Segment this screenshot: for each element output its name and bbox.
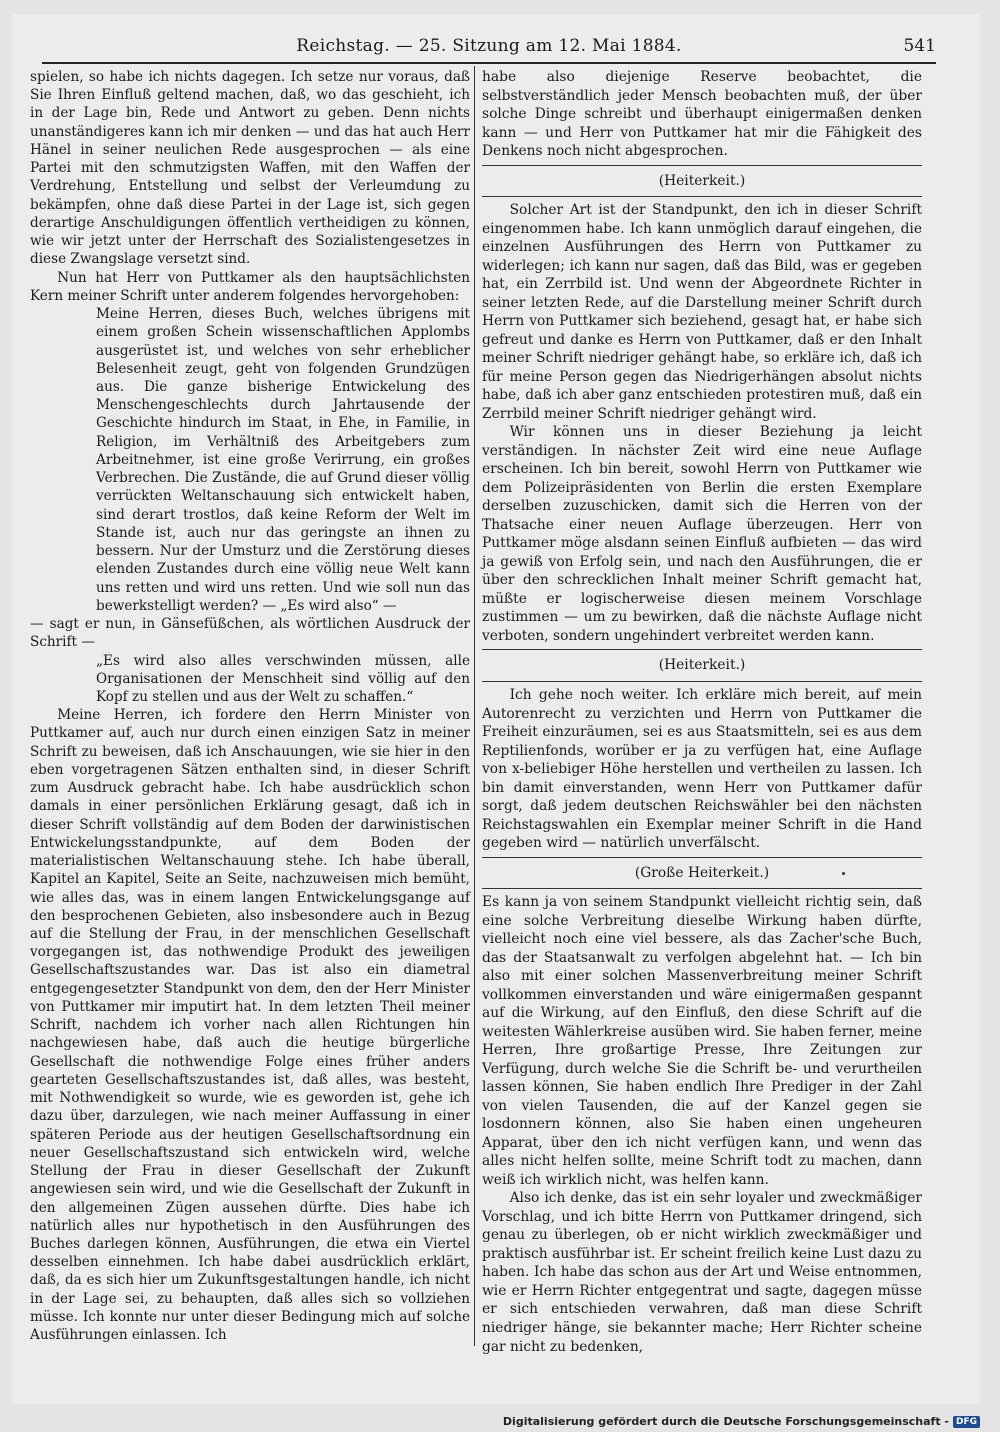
- dfg-logo-icon: DFG: [953, 1416, 980, 1428]
- header-rule: [42, 62, 936, 64]
- paragraph: Ich gehe noch weiter. Ich erkläre mich bereit, auf mein Autorenrecht zu verzichten und Herrn von Puttkamer die Freiheit einzuräumen, sei es aus Staatsmitteln, sei es aus dem Reptilienfonds, worüber er ja zu verfügen hat, eine Auflage von x-beliebiger Höhe herstellen und vertheilen zu lassen. Ich bin damit einverstanden, wenn Herr von Puttkamer dafür sorgt, daß jedem deutschen Reichswähler bei den nächsten Reichstagswahlen ein Exemplar meiner Schrift in die Hand gegeben wird — natürlich unverfälscht.: [482, 686, 922, 852]
- paragraph: spielen, so habe ich nichts dagegen. Ich setze nur voraus, daß Sie Ihren Einfluß geltend machen, daß, wo das geschieht, ich in der Lage bin, Rede und Antwort zu geben. Denn nichts unanständigeres kann ich mir denken — und das hat auch Herr Hänel in seiner neulichen Rede ausgesprochen — als eine Partei mit den schmutzigsten Waffen, mit den Waffen der Verdrehung, Entstellung und selbst der Verleumdung zu bekämpfen, ohne daß diese Partei in der Lage ist, sich gegen derartige Anschuldigungen öffentlich vertheidigen zu können, wie wir jetzt unter der Herrschaft des Sozialistengesetzes in diese Zwangslage versetzt sind.: [30, 69, 470, 268]
- section-rule: [482, 888, 922, 889]
- quoted-passage: Meine Herren, dieses Buch, welches übrigens mit einem großen Schein wissenschaftlichen Applombs ausgerüstet ist, und welches von sehr erheblicher Belesenheit zeugt, geht von folgenden Grundzügen aus. Die ganze bisherige Entwickelung des Menschengeschlechts durch Jahrtausende der Geschichte hindurch im Staat, in Ehe, in Familie, in Religion, im Verhältniß des Arbeitgebers zum Arbeitnehmer, ist eine große Verirrung, ein großes Verbrechen. Die Zustände, die auf Grund dieser völlig verrückten Weltanschauung sich entwickelt haben, sind derart trostlos, daß keine Reform der Welt im Stande ist, auch nur das geringste an ihnen zu bessern. Nur der Umsturz und die Zerstörung dieses elenden Zustandes durch eine völlig neue Welt kann uns retten und wird uns retten. Und wie soll nun das bewerkstelligt werden? — „Es wird also“ —: [96, 306, 470, 614]
- section-rule: [482, 681, 922, 682]
- paragraph: Nun hat Herr von Puttkamer als den hauptsächlichsten Kern meiner Schrift unter anderem folgendes hervorgehoben:: [30, 269, 470, 304]
- interjection: (Heiterkeit.): [658, 172, 746, 189]
- section-rule: [482, 857, 922, 858]
- section-rule: [482, 196, 922, 197]
- digitization-footer: [503, 1415, 980, 1428]
- paragraph: Meine Herren, ich fordere den Herrn Minister von Puttkamer auf, auch nur durch einen einzigen Satz in meiner Schrift zu beweisen, daß ich Anschauungen, wie sie hier in den eben vorgetragenen Sätzen enthalten sind, in dieser Schrift zum Ausdruck gebracht habe. Ich habe ausdrücklich schon damals in einer persönlichen Erklärung gesagt, daß ich in dieser Schrift vollständig auf dem Boden der darwinistischen Entwickelungsstandpunkte, auf dem Boden der materialistischen Weltanschauung stehe. Ich habe überall, Kapitel an Kapitel, Seite an Seite, nachzuweisen mich bemüht, wie alles das, was in einem langen Entwickelungsgange auf den besprochenen Gebieten, also insbesondere auch in Bezug auf die Stellung der Frau, in der menschlichen Gesellschaft vorgegangen ist, das nothwendige Produkt des jeweiligen Gesellschaftszustandes war. Das ist also ein diametral entgegengesetzter Standpunkt von dem, den der Herr Minister von Puttkamer mir imputirt hat. In dem letzten Theil meiner Schrift, nachdem ich vorher nach allen Richtungen hin nachgewiesen habe, daß auch die heutige bürgerliche Gesellschaft die nothwendige Folge eines früher anders gearteten Gesellschaftszustandes ist, daß alles, was besteht, mit Nothwendigkeit so wurde, wie es geworden ist, gehe ich dazu über, darzulegen, wie nach meiner Auffassung in einer späteren Periode aus der heutigen Gesellschaftsordnung ein neuer Gesellschaftszustand sich entwickeln wird, welche Stellung der Frau in dieser Gesellschaft der Zukunft angewiesen sein wird, und wie die Gesellschaft der Zukunft in den allgemeinen Zügen aussehen dürfte. Dies habe ich natürlich alles nur hypothetisch in den Ausführungen des Buches darlegen können, Ausführungen, die etwa ein Viertel desselben einnehmen. Ich habe dabei ausdrücklich erklärt, daß, da es sich hier um Zukunftsgestaltungen handle, ich nicht in der Lage sei, zu behaupten, daß alles sich so vollziehen müsse. Ich konnte nur unter dieser Bedingung mich auf solche Ausführungen einlassen. Ich: [30, 707, 470, 1344]
- quoted-passage: „Es wird also alles verschwinden müssen, alle Organisationen der Menschheit sind völlig auf den Kopf zu stellen und aus der Welt zu schaffen.“: [96, 652, 470, 705]
- paragraph: Also ich denke, das ist ein sehr loyaler und zweckmäßiger Vorschlag, und ich bitte Herrn von Puttkamer dringend, sich genau zu überlegen, ob er nicht wirklich zweckmäßiger und praktisch ausführbar ist. Er scheint freilich keine Lust dazu zu haben. Ich habe das schon aus der Art und Weise entnommen, wie er Herrn Richter entgegentrat und sagte, dagegen müsse er sich entschieden verwahren, daß man diese Schrift niedriger hänge, sie bekannter mache; Herr Richter scheine gar nicht zu bedenken,: [482, 1190, 922, 1355]
- footer-text: Digitalisierung gefördert durch die Deutsche Forschungsgemeinschaft -: [502, 1415, 949, 1428]
- page-title: Reichstag. — 25. Sitzung am 12. Mai 1884.: [296, 36, 682, 56]
- page-number: 541: [903, 36, 936, 56]
- print-speck: [842, 872, 845, 875]
- page-header: [42, 36, 936, 62]
- newspaper-page: [12, 14, 980, 1404]
- paragraph: habe also diejenige Reserve beobachtet, die selbstverständlich jeder Mensch beobachten muß, der über solche Dinge schreibt und überhaupt einigermaßen denken kann — und Herr von Puttkamer hat mir die Fähigkeit des Denkens noch nicht abgesprochen.: [482, 69, 922, 160]
- right-column: [482, 68, 922, 1356]
- interjection: (Heiterkeit.): [658, 657, 746, 674]
- section-rule: [482, 649, 922, 650]
- section-rule: [482, 165, 922, 166]
- left-column: [30, 68, 470, 1344]
- paragraph: — sagt er nun, in Gänsefüßchen, als wörtlichen Ausdruck der Schrift —: [30, 616, 470, 651]
- interjection: (Große Heiterkeit.): [634, 864, 770, 881]
- paragraph: Wir können uns in dieser Beziehung ja leicht verständigen. In nächster Zeit wird eine neue Auflage erscheinen. Ich bin bereit, sowohl Herrn von Puttkamer wie dem Polizeipräsidenten von Berlin die ersten Exemplare derselben zuzuschicken, damit sich die Herren von der Thatsache einer neuen Auflage überzeugen. Herr von Puttkamer möge alsdann seinen Einfluß aufbieten — das wird ja gewiß von Erfolg sein, und nach den Ausführungen, die er über den schrecklichen Inhalt meiner Schrift gemacht hat, müßte er logischerweise diesen meinem Vorschlage zustimmen — um zu bewirken, daß die nächste Auflage nicht verboten, sondern ungehindert verbreitet werden kann.: [482, 424, 922, 644]
- paragraph: Es kann ja von seinem Standpunkt vielleicht richtig sein, daß eine solche Verbreitung dieselbe Wirkung haben dürfte, vielleicht noch eine viel bessere, als das Zacher'sche Buch, das der Staatsanwalt zu verfolgen abgelehnt hat. — Ich bin also mit einer solchen Massenverbreitung meiner Schrift vollkommen einverstanden und wäre einigermaßen gespannt auf die Wirkung, auf den Einfluß, den diese Schrift auf die weitesten Wählerkreise ausüben wird. Sie haben ferner, meine Herren, Ihre großartige Presse, Ihre Zeitungen zur Verfügung, durch welche Sie die Schrift be- und verurtheilen lassen können, Sie haben endlich Ihre Prediger in der Zahl von vielen Tausenden, die auf der Kanzel gegen sie losdonnern können, also Sie haben einen ungeheuren Apparat, über den ich nicht verfügen kann, und wenn das alles nicht helfen sollte, meine Schrift todt zu machen, dann weiß ich wirklich nicht, was helfen kann.: [482, 894, 922, 1188]
- column-divider: [474, 66, 475, 1346]
- paragraph: Solcher Art ist der Standpunkt, den ich in dieser Schrift eingenommen habe. Ich kann unmöglich darauf eingehen, die einzelnen Ausführungen des Herrn von Puttkamer zu widerlegen; ich kann nur sagen, daß das Bild, was er gegeben hat, ein Zerrbild ist. Und wenn der Abgeordnete Richter in seiner letzten Rede, auf die Darstellung meiner Schrift durch Herrn von Puttkamer sich beziehend, gesagt hat, er habe sich gefreut und danke es Herrn von Puttkamer, daß er den Inhalt meiner Schrift niedriger gehängt habe, so erkläre ich, daß ich für meine Person gegen das Niedrigerhängen absolut nichts habe, daß ich aber ganz entschieden protestiren muß, daß ein Zerrbild meiner Schrift niedriger gehängt wird.: [482, 202, 922, 422]
